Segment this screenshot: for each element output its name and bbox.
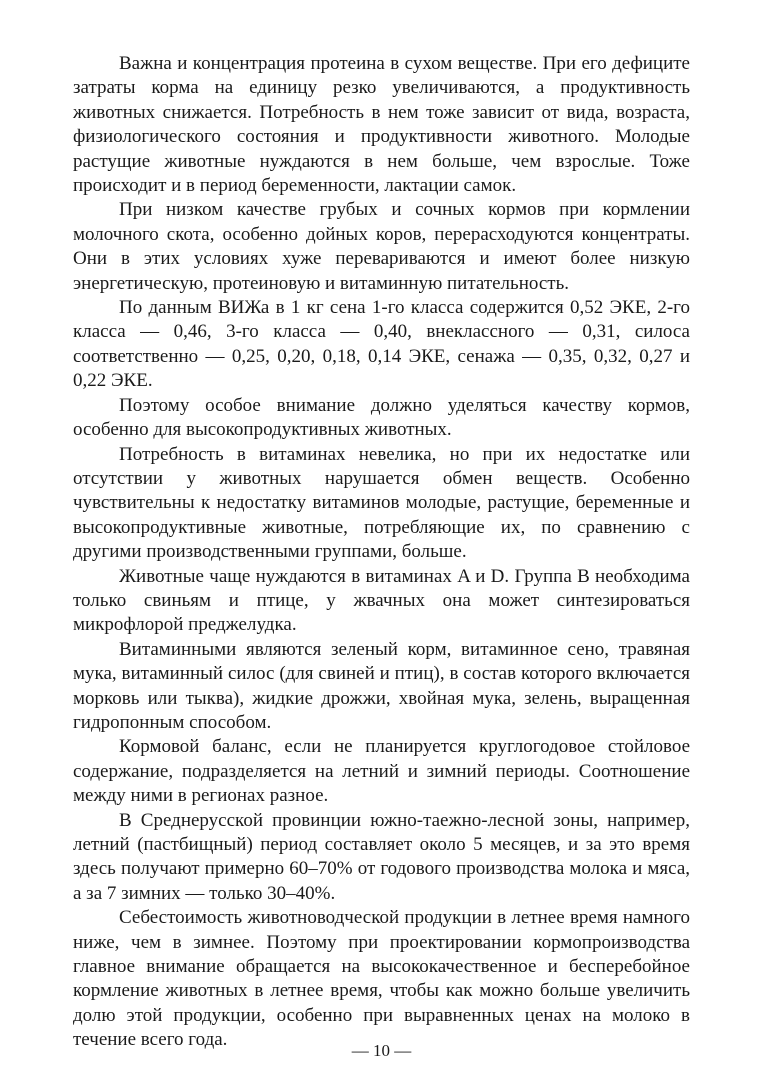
paragraph-6: Животные чаще нуждаются в витаминах A и D. Группа B необходима только свиньям и птице, у жвачных она может синтезироваться микрофлорой преджелудка. [73, 565, 690, 636]
page-body [73, 52, 690, 1053]
page-number: — 10 — [351, 1041, 412, 1060]
paragraph-9: В Среднерусской провинции южно-таежно-лесной зоны, например, летний (пастбищный) период составляет около 5 месяцев, и за это время здесь получают примерно 60–70% от годового производства молока и мяса, а за 7 зимних — только 30–40%. [73, 809, 690, 904]
paragraph-2: При низком качестве грубых и сочных кормов при кормлении молочного скота, особенно дойных коров, перерасходуются концентраты. Они в этих условиях хуже перевариваются и имеют более низкую энергетическую, протеиновую и витаминную питательность. [73, 199, 690, 294]
paragraph-10: Себестоимость животноводческой продукции в летнее время намного ниже, чем в зимнее. Поэтому при проектировании кормопроизводства главное внимание обращается на высококачественное и бесперебойное кормление животных в летнее время, чтобы как можно больше увеличить долю этой продукции, особенно при выравненных ценах на молоко в течение всего года. [73, 907, 690, 1051]
paragraph-5: Потребность в витаминах невелика, но при их недостатке или отсутствии у животных нарушается обмен веществ. Особенно чувствительны к недостатку витаминов молодые, растущие, беременные и высокопродуктивные животные, потребляющие их, по сравнению с другими производственными группами, больше. [73, 443, 690, 563]
paragraph-7: Витаминными являются зеленый корм, витаминное сено, травяная мука, витаминный силос (для свиней и птиц), в состав которого включается морковь или тыква), жидкие дрожжи, хвойная мука, зелень, выращенная гидропонным способом. [73, 638, 690, 733]
paragraph-4: Поэтому особое внимание должно уделяться качеству кормов, особенно для высокопродуктивных животных. [73, 394, 690, 441]
paragraph-3: По данным ВИЖа в 1 кг сена 1-го класса содержится 0,52 ЭКЕ, 2-го класса — 0,46, 3-го класса — 0,40, внеклассного — 0,31, силоса соответственно — 0,25, 0,20, 0,18, 0,14 ЭКЕ, сенажа — 0,35, 0,32, 0,27 и 0,22 ЭКЕ. [73, 297, 690, 392]
paragraph-1: Важна и концентрация протеина в сухом веществе. При его дефиците затраты корма на единицу резко увеличиваются, а продуктивность животных снижается. Потребность в нем тоже зависит от вида, возраста, физиологического состояния и продуктивности животного. Молодые растущие животные нуждаются в нем больше, чем взрослые. Тоже происходит и в период беременности, лактации самок. [73, 53, 690, 197]
paragraph-8: Кормовой баланс, если не планируется круглогодовое стойловое содержание, подразделяется на летний и зимний периоды. Соотношение между ними в регионах разное. [73, 736, 690, 807]
